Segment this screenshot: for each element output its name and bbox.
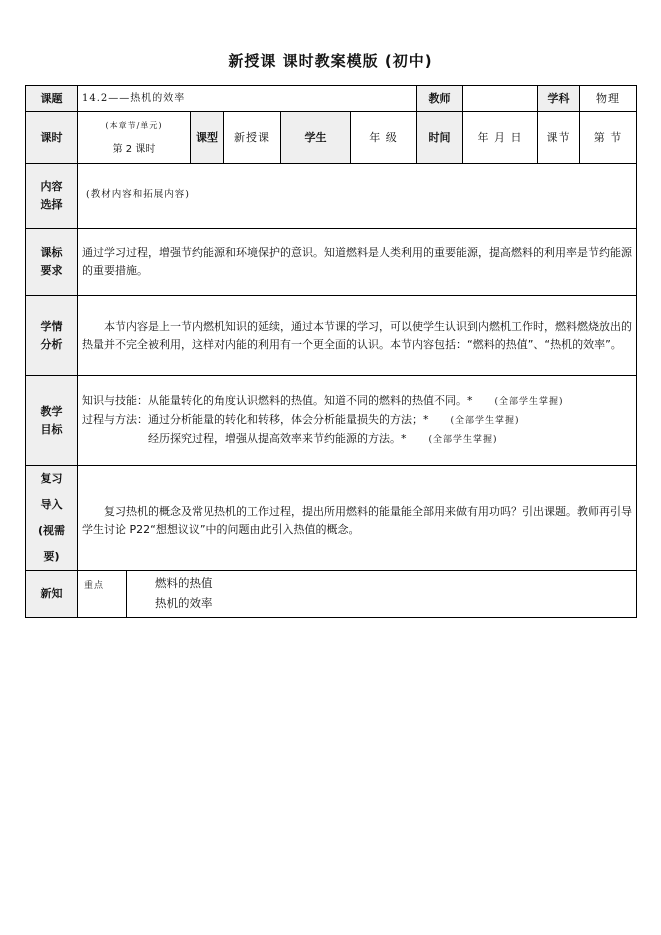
date-value[interactable]: 年 月 日 [463, 112, 538, 164]
standard-row [26, 229, 637, 296]
new-knowledge-cell [78, 571, 637, 618]
content-row [26, 164, 637, 229]
type-label: 课型 [191, 112, 224, 164]
topic-value[interactable]: 14.2——热机的效率 [78, 86, 417, 112]
goals-row [26, 376, 637, 466]
type-value[interactable]: 新授课 [224, 112, 281, 164]
analysis-text[interactable]: 本节内容是上一节内燃机知识的延续，通过本节课的学习，可以使学生认识到内燃机工作时，燃料燃烧放出的热量并不完全被利用，这样对内能的利用有一个更全面的认识。本节内容包括：“燃料的热值”、“热机的效率”。 [78, 296, 637, 376]
goal-experience-note: (全部学生掌握) [428, 435, 498, 445]
section-label: 课节 [538, 112, 580, 164]
review-label: 复习 导入 (视需 要) [26, 466, 78, 571]
time-label: 时间 [417, 112, 463, 164]
subject-value[interactable]: 物理 [580, 86, 637, 112]
period-unit: (本章节/单元) [105, 120, 163, 130]
grade-value[interactable]: 年 级 [351, 112, 417, 164]
key-point-label: 重点 [78, 571, 127, 617]
goal-knowledge-note: (全部学生掌握) [494, 397, 564, 407]
content-text[interactable]: (教材内容和拓展内容) [78, 164, 637, 229]
key-point-item: 燃料的热值 [155, 576, 213, 590]
subject-label: 学科 [538, 86, 580, 112]
standard-label: 课标 要求 [26, 229, 78, 296]
standard-text[interactable]: 通过学习过程，增强节约能源和环境保护的意识。知道燃料是人类利用的重要能源，提高燃料的利用率是节约能源的重要措施。 [78, 229, 637, 296]
analysis-label: 学情 分析 [26, 296, 78, 376]
goals-cell[interactable] [78, 376, 637, 466]
goal-knowledge: 知识与技能：从能量转化的角度认识燃料的热值。知道不同的燃料的热值不同。* (全部学生掌握) [82, 394, 564, 407]
teacher-label: 教师 [417, 86, 463, 112]
period-value: 第 2 课时 [112, 143, 156, 155]
goal-process: 过程与方法：通过分析能量的转化和转移，体会分析能量损失的方法；* (全部学生掌握) [82, 413, 520, 426]
page-title: 新授课 课时教案模版 (初中) [228, 52, 433, 70]
section-value[interactable]: 第 节 [580, 112, 637, 164]
lesson-plan-table [25, 85, 637, 618]
content-label: 内容 选择 [26, 164, 78, 229]
topic-row [26, 86, 637, 112]
new-knowledge-inner [78, 571, 636, 617]
period-row [26, 112, 637, 164]
student-label: 学生 [281, 112, 351, 164]
review-row [26, 466, 637, 571]
period-label: 课时 [26, 112, 78, 164]
review-text[interactable]: 复习热机的概念及常见热机的工作过程，提出所用燃料的能量能全部用来做有用功吗？引出课题。教师再引导学生讨论 P22“想想议议”中的问题由此引入热值的概念。 [78, 466, 637, 571]
goal-experience: 经历探究过程，增强从提高效率来节约能源的方法。* (全部学生掌握) [148, 432, 498, 445]
goal-process-note: (全部学生掌握) [450, 416, 520, 426]
topic-label: 课题 [26, 86, 78, 112]
analysis-row [26, 296, 637, 376]
teacher-value[interactable] [463, 86, 538, 112]
goals-label: 教学 目标 [26, 376, 78, 466]
new-knowledge-label: 新知 [26, 571, 78, 618]
period-cell[interactable] [78, 112, 191, 164]
new-knowledge-row [26, 571, 637, 618]
key-point-items[interactable] [127, 571, 213, 617]
key-point-item: 热机的效率 [155, 596, 213, 610]
